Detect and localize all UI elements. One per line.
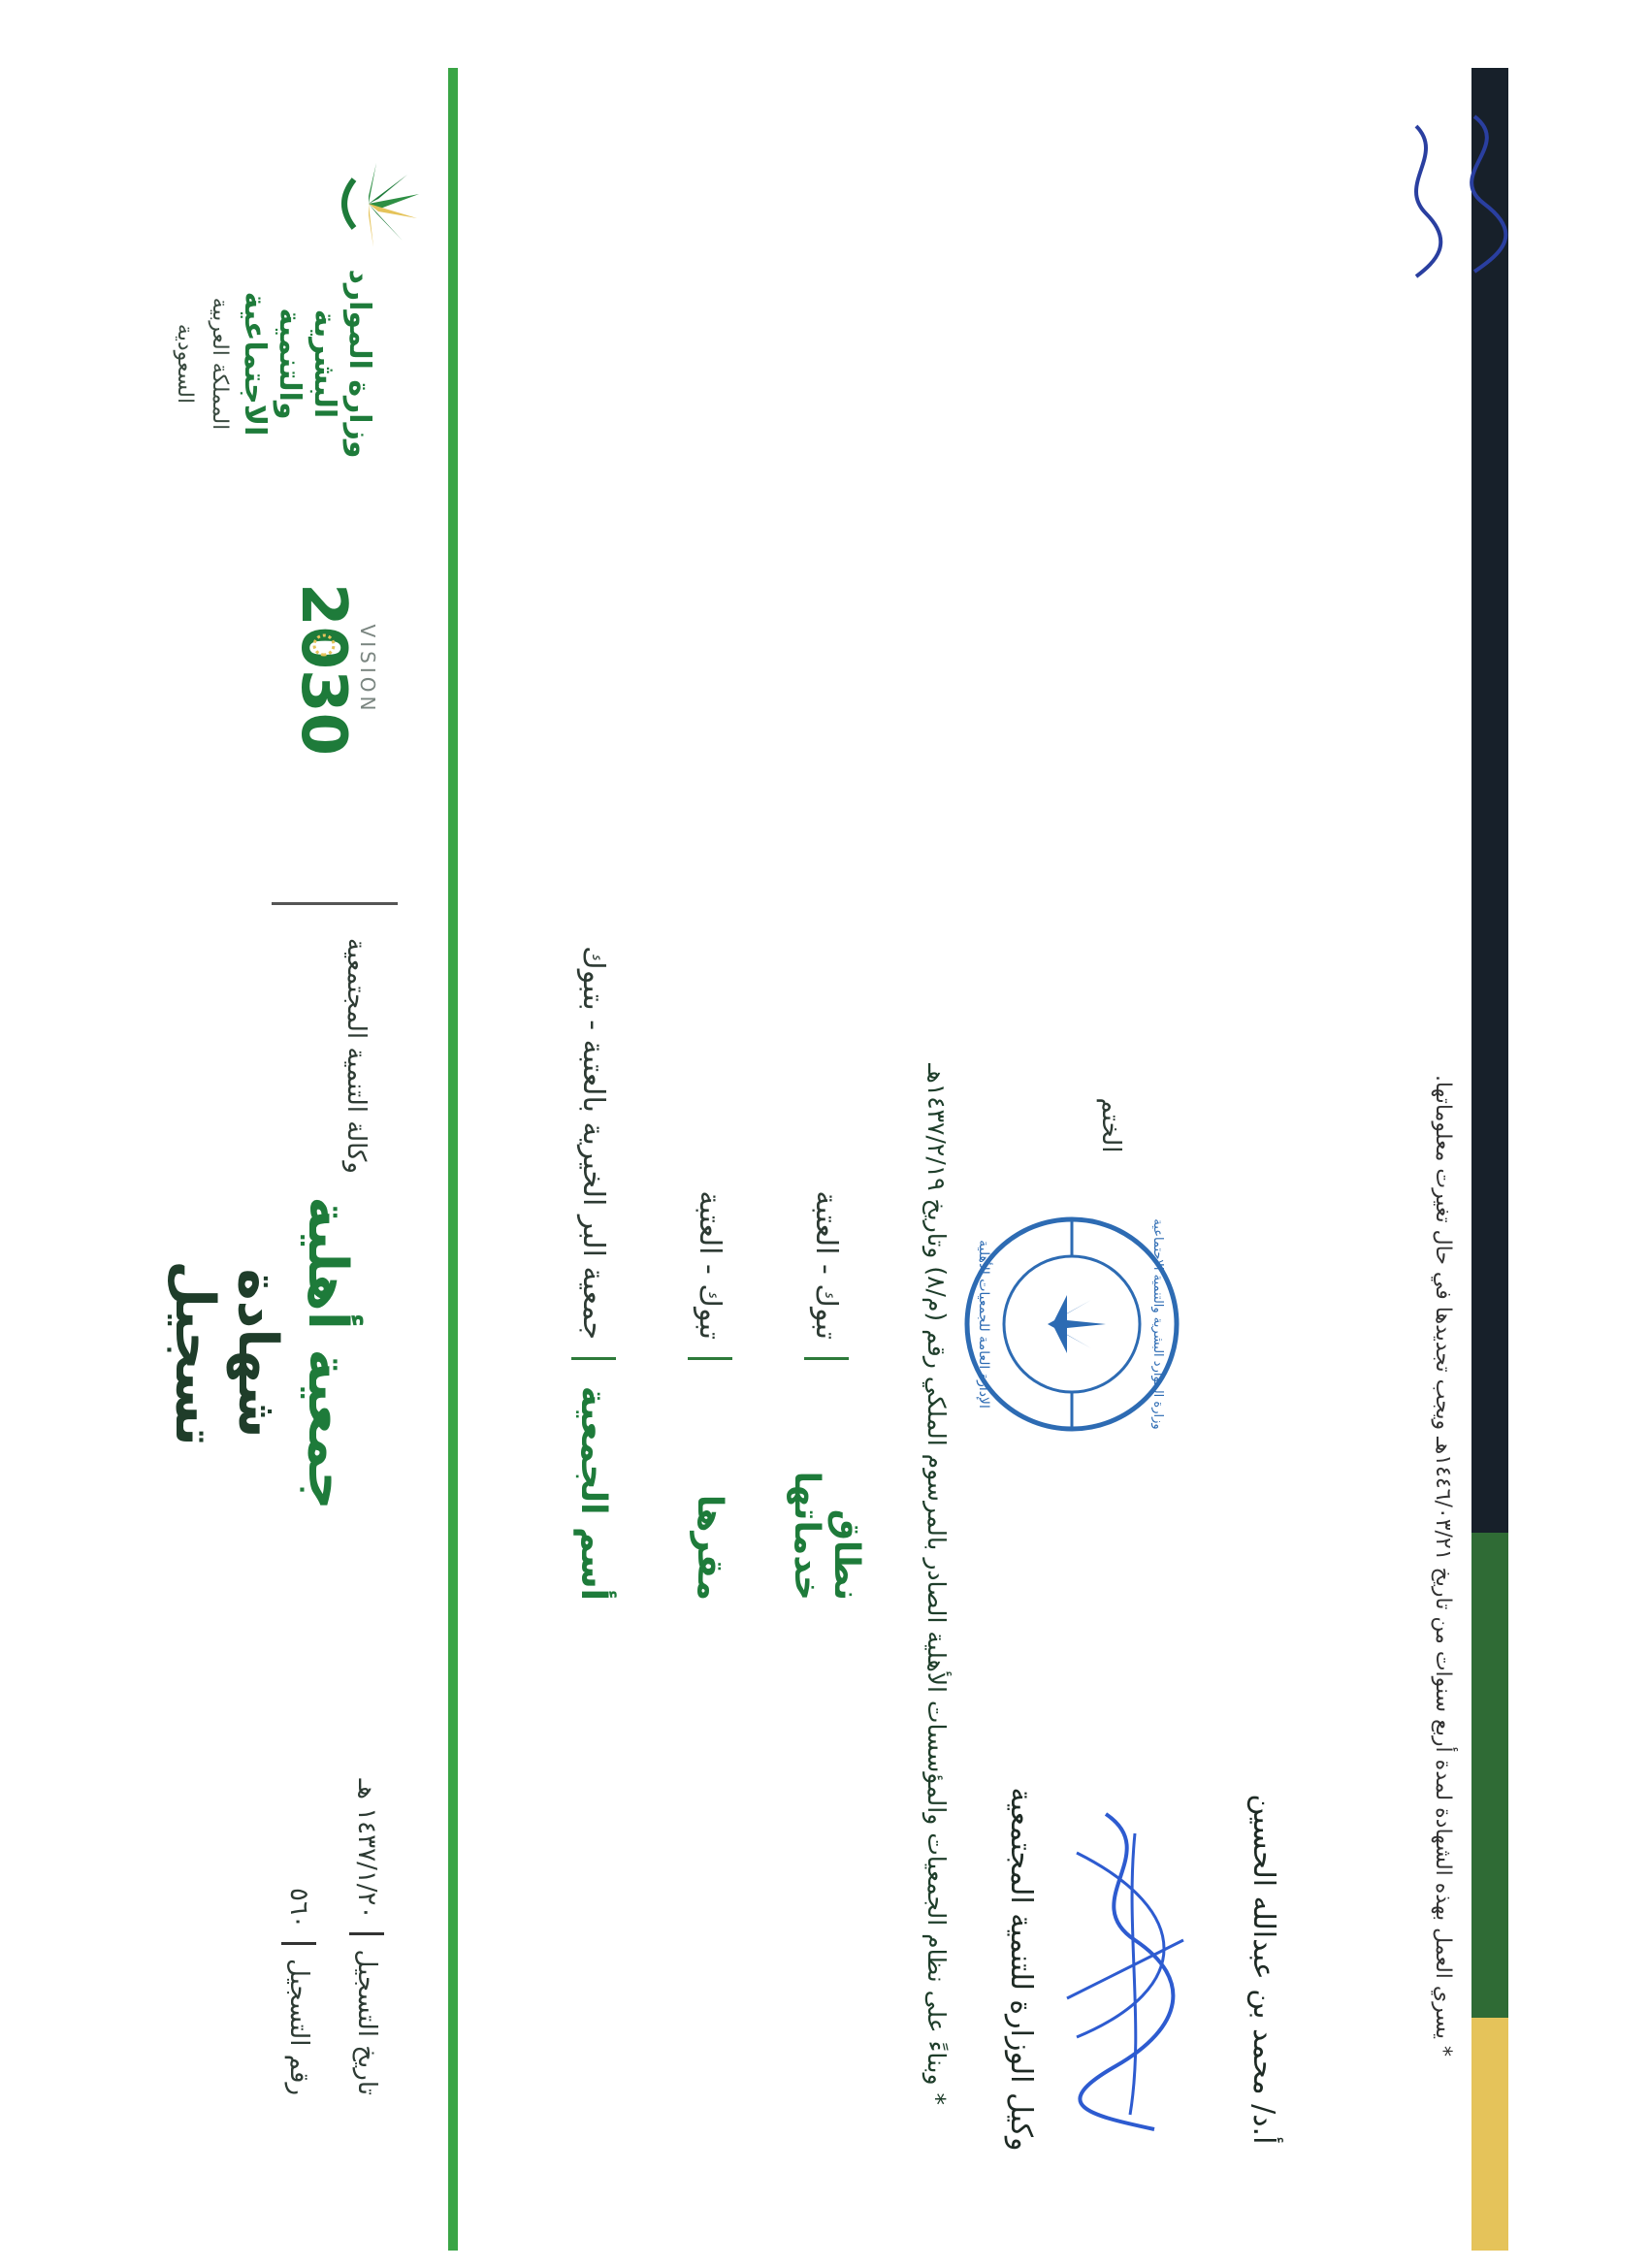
header-divider (272, 902, 398, 905)
registration-number-row (277, 1542, 320, 2095)
ministry-palm-icon (330, 155, 427, 252)
certificate-title: شهادة تسجيل (163, 1260, 289, 1446)
separator (688, 1357, 732, 1360)
svg-text:VISION: VISION (356, 624, 379, 715)
stamp-label: الختم (1096, 1097, 1125, 1153)
vision-2030-logo-icon (281, 563, 388, 776)
headquarters-label: مقرها (690, 1494, 730, 1601)
registration-number-value: ٥٦٠ (284, 1888, 313, 1928)
ministry-line-1: وزارة الموارد البشرية (307, 269, 376, 459)
svg-text:2030: 2030 (287, 582, 359, 757)
stamp-text-top: وزارة الموارد البشرية والتنمية الاجتماعية (1150, 1218, 1165, 1430)
headquarters-row (683, 631, 737, 1601)
registration-date-value: ١٤٣٧/١/٢٠ هـ (352, 1778, 381, 1920)
service-scope-row (787, 631, 866, 1601)
ministry-line-2: والتنمية الاجتماعية (238, 291, 307, 437)
footer-note: * يسري العمل بهذه الشهادة لمدة أربع سنوات من تاريخ ١٤٤٦/٠٣/٢١هـ ويجب تجديدها في حال تغيرت معلوماتها. (1431, 1074, 1455, 2057)
signer-title: وكيل الوزارة للتنمية المجتمعية (1004, 1787, 1038, 2152)
green-rule (448, 68, 458, 2251)
registration-date-label: تاريخ التسجيل (352, 1949, 381, 2095)
ministry-line-3: المملكة العربية السعودية (173, 297, 232, 431)
handwritten-annotation-icon (1377, 97, 1533, 291)
separator (804, 1357, 849, 1360)
ministry-name (167, 262, 376, 466)
legal-notice: * وبناءً على نظام الجمعيات والمؤسسات الأهلية الصادر بالمرسوم الملكي رقم (م/٨) وتاريخ ١٤٣٧/٢/١٩هـ (922, 1063, 951, 2105)
association-name-row (566, 631, 621, 1601)
registration-date-row (345, 1542, 388, 2095)
signer-name: أ.د/ محمد بن عبدالله الحسين (1246, 1794, 1280, 2145)
official-stamp-icon (960, 1213, 1183, 1436)
separator (281, 1942, 316, 1945)
registration-number-label: رقم التسجيل (284, 1958, 313, 2095)
certificate-subtitle: جمعية أهلية (296, 1196, 359, 1510)
separator (571, 1357, 616, 1360)
service-scope-value: تبوك - العتبة (809, 1190, 844, 1340)
stamp-text-bottom: الإدارة العامة للجمعيات الأهلية (976, 1240, 991, 1409)
service-scope-label: نطاق خدماتها (787, 1471, 866, 1601)
bottom-band-gold (1471, 2018, 1508, 2251)
agency-name: وكالة التنمية المجتمعية (341, 937, 371, 1174)
association-name-value: جمعية البر الخيرية بالعتبة - بتبوك (576, 946, 611, 1340)
headquarters-value: تبوك - العتبة (693, 1190, 728, 1340)
separator (349, 1932, 384, 1935)
association-name-label: أسم الجمعية (573, 1385, 614, 1601)
signature-icon (1048, 1795, 1222, 2144)
